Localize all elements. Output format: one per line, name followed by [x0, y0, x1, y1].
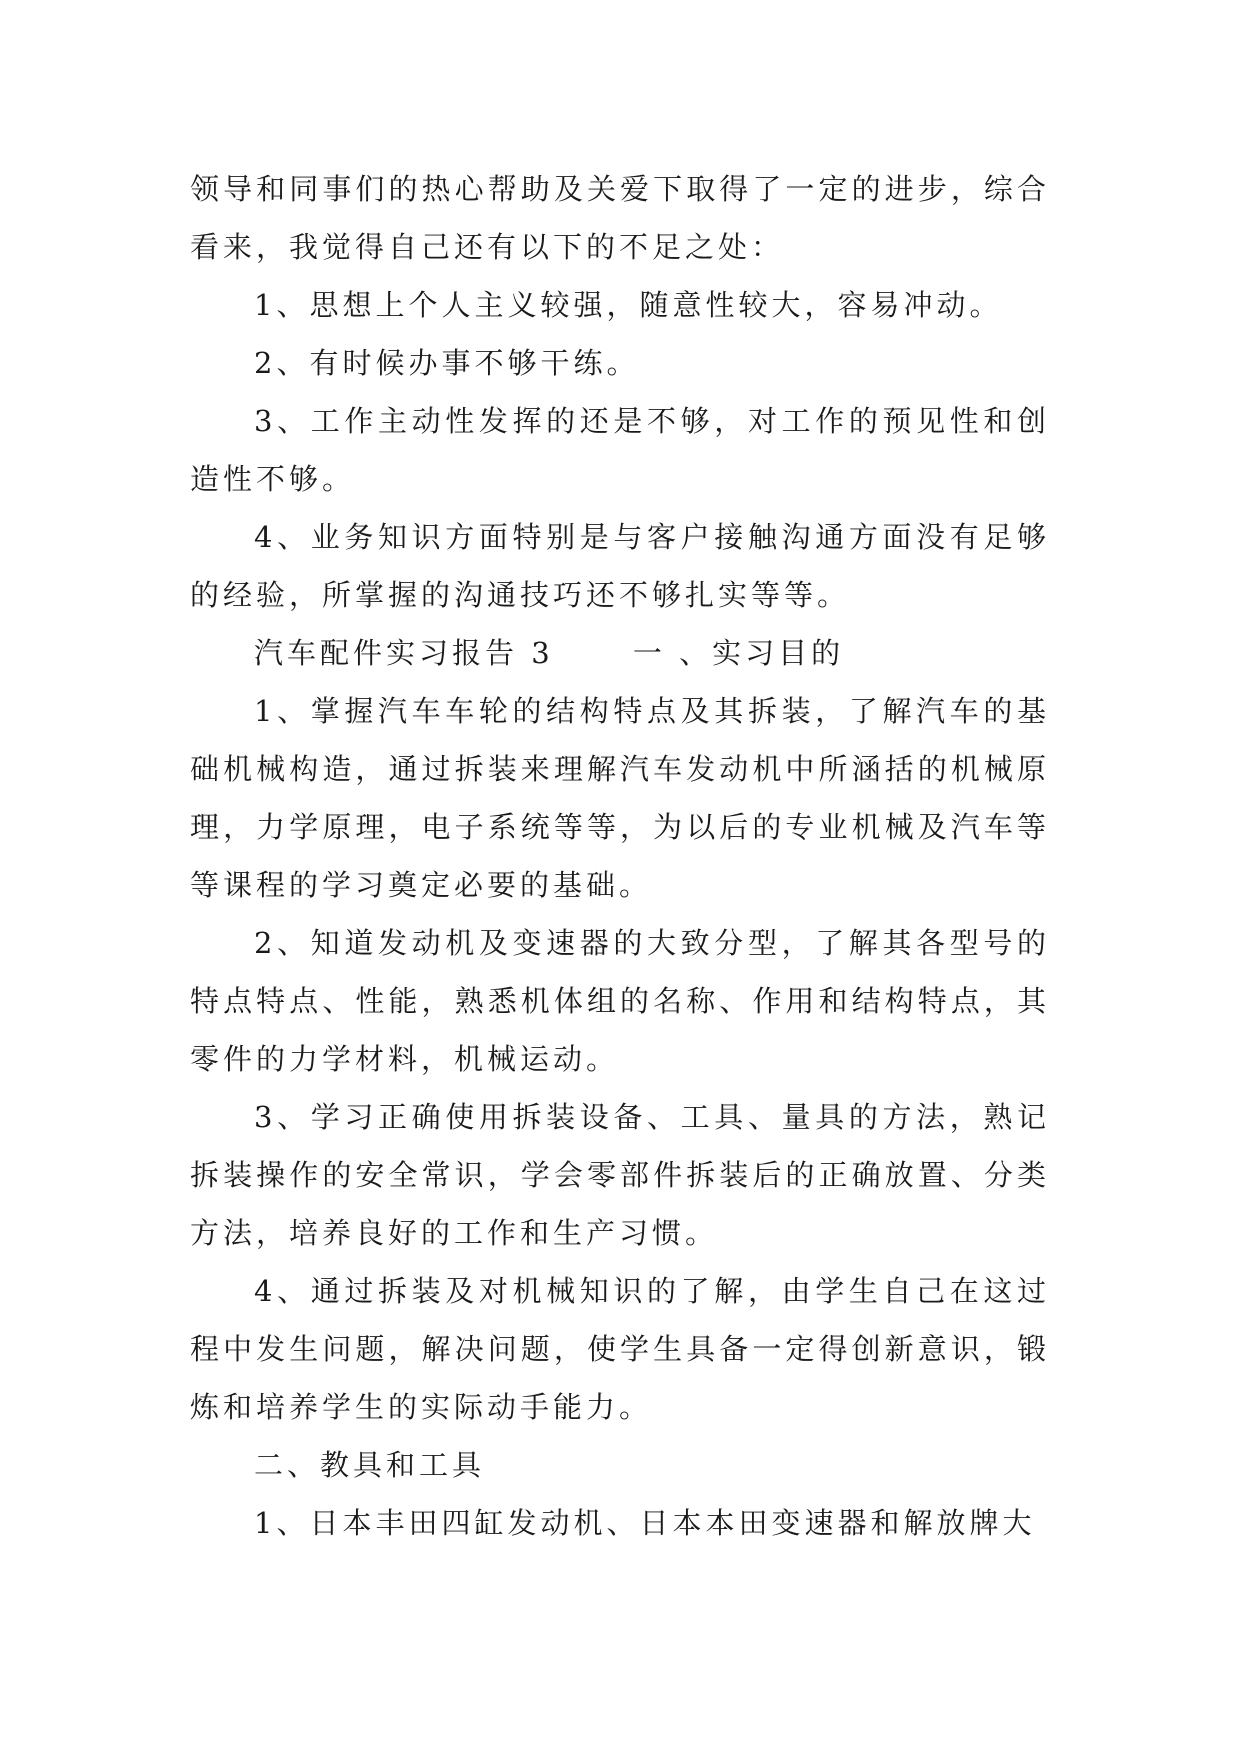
- paragraph-goal-1: 1、掌握汽车车轮的结构特点及其拆装，了解汽车的基础机械构造，通过拆装来理解汽车发动机中所涵括的机械原理，力学原理，电子系统等等，为以后的专业机械及汽车等等课程的学习奠定必要的基础。: [190, 694, 1050, 902]
- paragraph-deficiency-2: 2、有时候办事不够干练。: [254, 346, 640, 380]
- paragraph-continuation: 领导和同事们的热心帮助及关爱下取得了一定的进步，综合看来，我觉得自己还有以下的不足之处：: [190, 172, 1050, 264]
- paragraph-goal-4: 4、通过拆装及对机械知识的了解，由学生自己在这过程中发生问题，解决问题，使学生具备一定得创新意识，锻炼和培养学生的实际动手能力。: [190, 1274, 1050, 1424]
- paragraph-goal-3: 3、学习正确使用拆装设备、工具、量具的方法，熟记拆装操作的安全常识，学会零部件拆装后的正确放置、分类方法，培养良好的工作和生产习惯。: [190, 1100, 1050, 1250]
- paragraph-tools-1: 1、日本丰田四缸发动机、日本本田变速器和解放牌大: [254, 1506, 1036, 1540]
- paragraph-deficiency-4: 4、业务知识方面特别是与客户接触沟通方面没有足够的经验，所掌握的沟通技巧还不够扎实等等。: [190, 520, 1050, 612]
- section-heading-tools: 二、教具和工具: [254, 1448, 486, 1482]
- paragraph-deficiency-3: 3、工作主动性发挥的还是不够，对工作的预见性和创造性不够。: [190, 404, 1050, 496]
- section-heading-report-3: 汽车配件实习报告 3 一 、实习目的: [254, 636, 845, 670]
- paragraph-deficiency-1: 1、思想上个人主义较强，随意性较大，容易冲动。: [254, 288, 1003, 322]
- paragraph-goal-2: 2、知道发动机及变速器的大致分型，了解其各型号的特点特点、性能，熟悉机体组的名称、作用和结构特点，其零件的力学材料，机械运动。: [190, 926, 1050, 1076]
- document-body: [190, 160, 1050, 1552]
